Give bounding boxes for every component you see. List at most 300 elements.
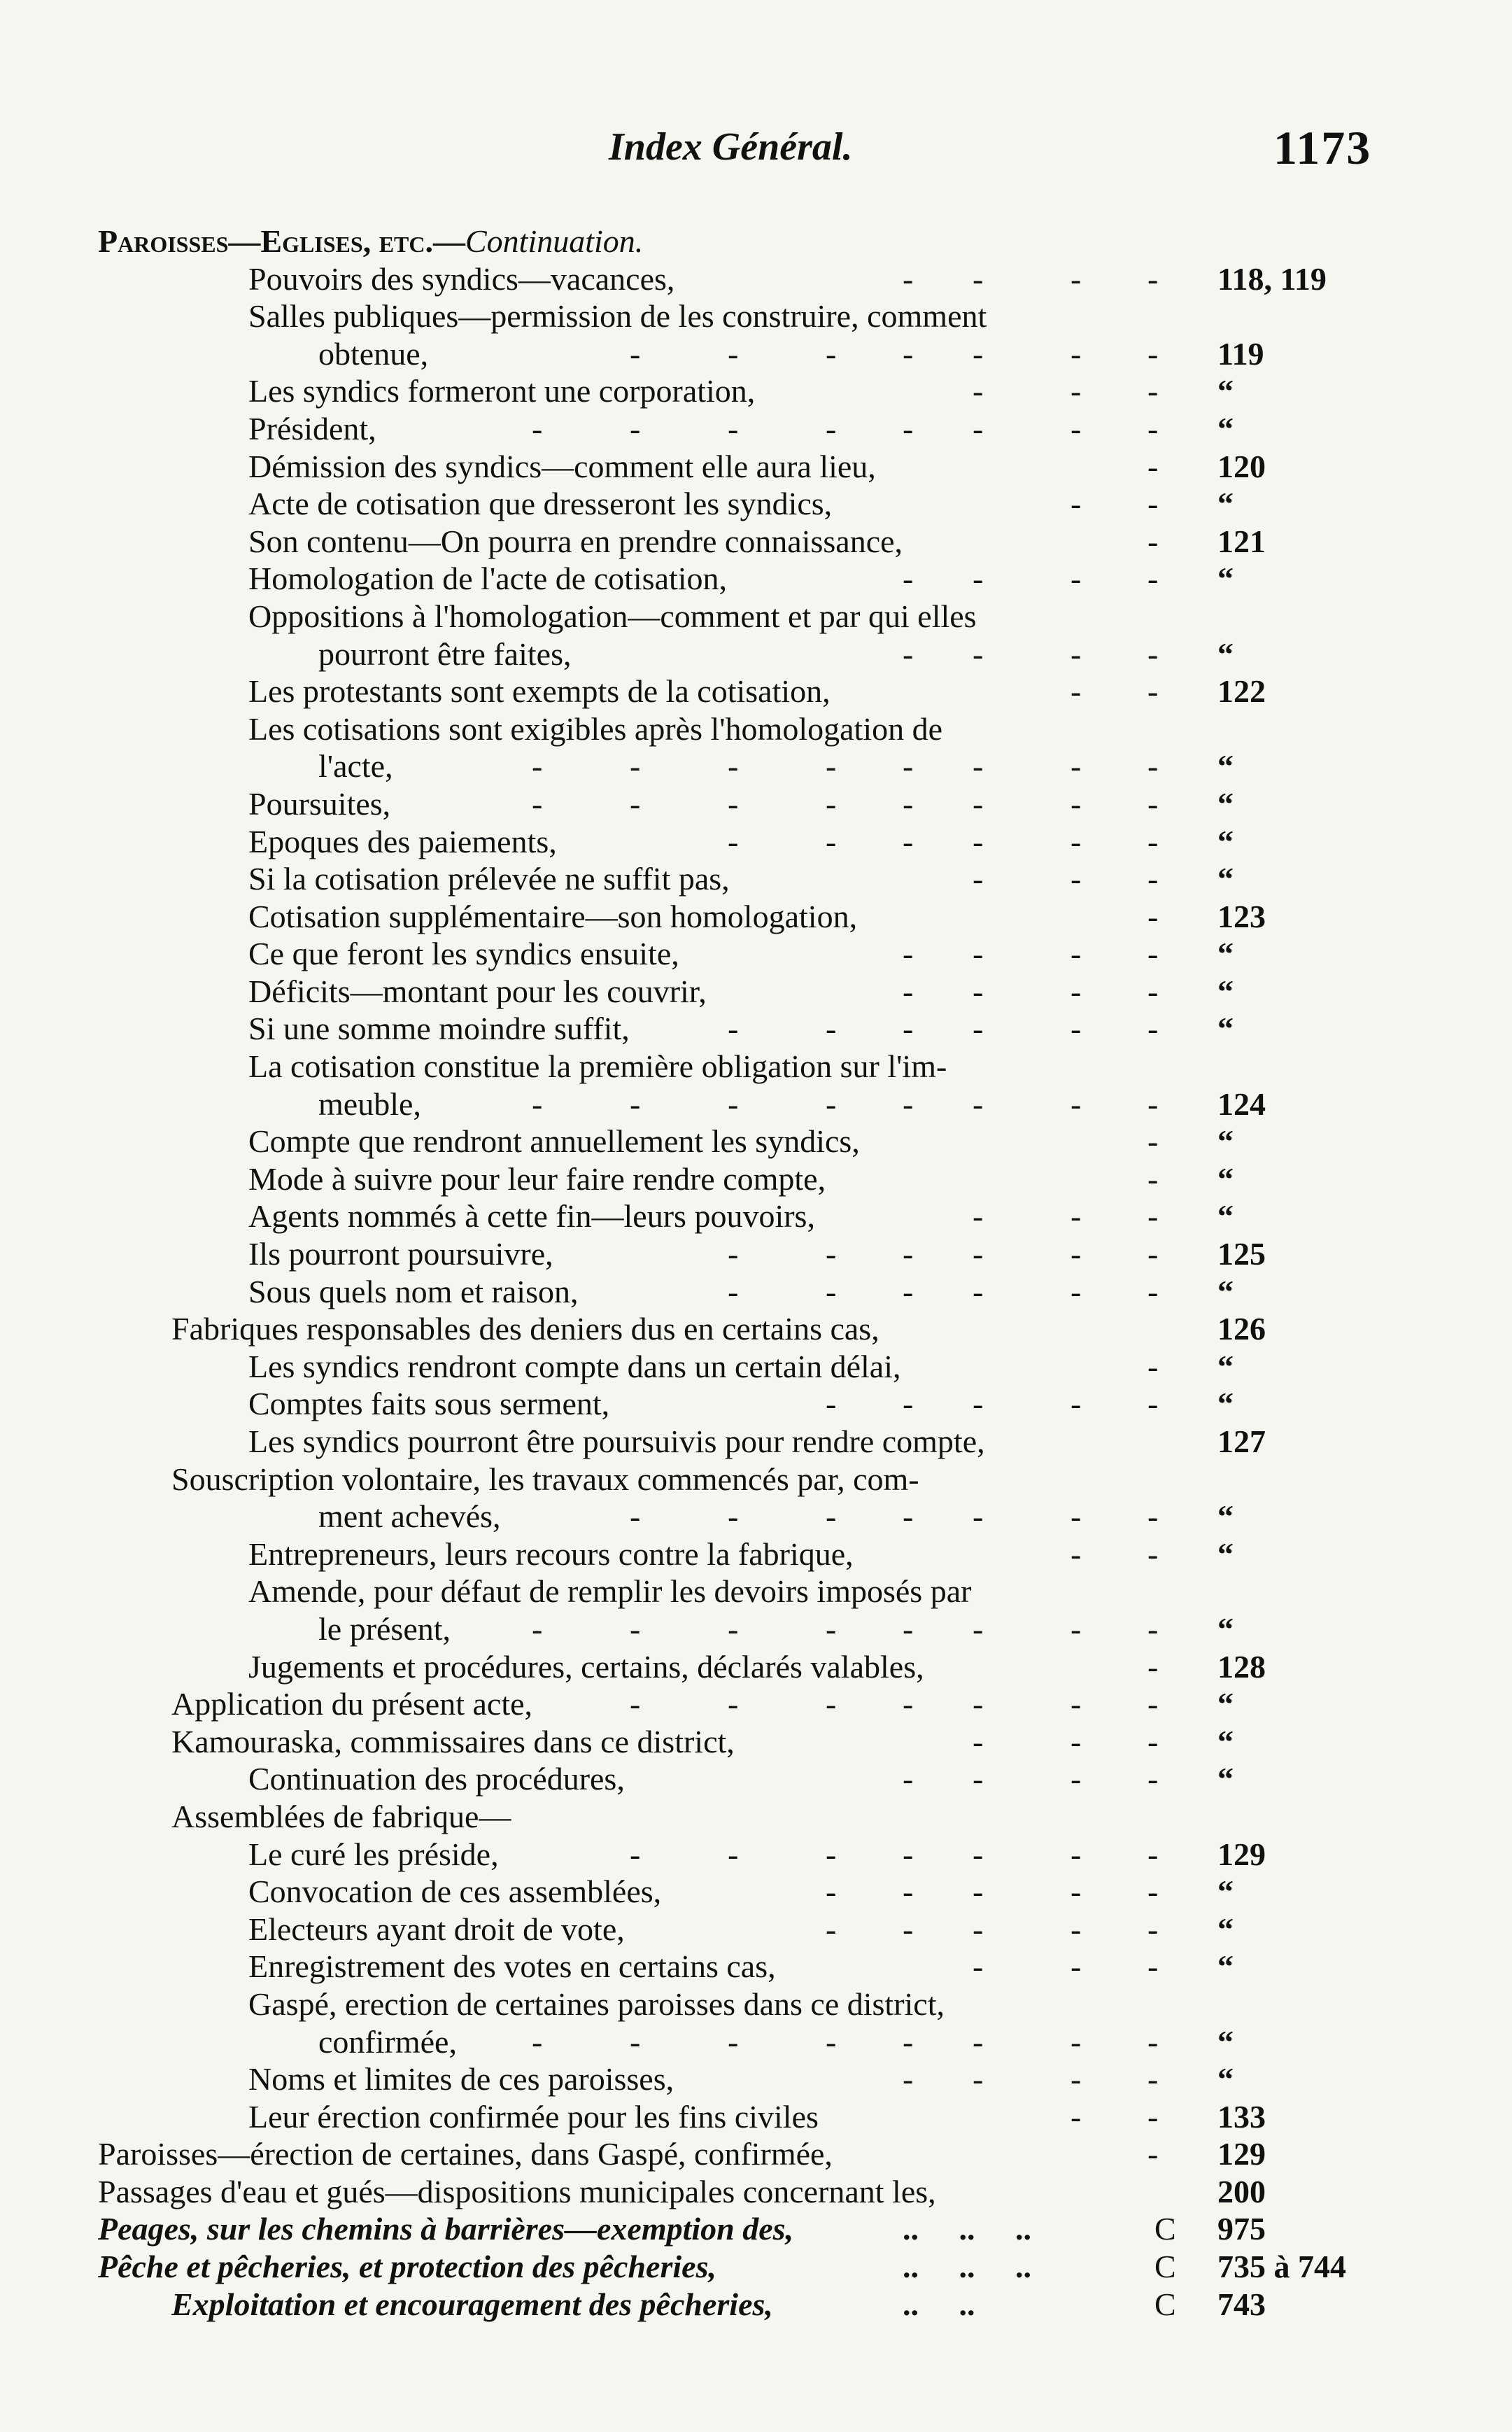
page-reference: “ [1217,1610,1234,1647]
leader-dash: - [973,1686,984,1722]
index-entry [0,1610,1512,1648]
leader-dash: - [1147,748,1159,785]
leader-dash: - [973,410,984,447]
leader-dash: - [903,335,914,372]
entry-text: Fabriques responsables des deniers dus en certains cas, [171,1311,879,1347]
entry-text: le présent, [318,1610,451,1647]
entry-text: Jugements et procédures, certains, déclarés valables, [248,1648,924,1685]
index-entry [0,598,1512,635]
entry-text: Démission des syndics—comment elle aura lieu, [248,448,876,484]
leader-dash: - [1071,1948,1082,1985]
leader-dash: - [903,1874,914,1910]
page-reference: 119 [1217,335,1264,372]
leader-dash: - [903,1686,914,1722]
leader-dash: - [826,1011,837,1047]
leader-dash: - [630,1610,641,1647]
page-reference: 125 [1217,1236,1266,1272]
page-reference: “ [1217,1273,1234,1309]
index-entry [0,1573,1512,1610]
leader-dash: - [1147,1648,1159,1685]
leader-dash: - [630,785,641,822]
leader-dash: - [903,1911,914,1947]
entry-text: confirmée, [318,2023,457,2060]
leader-dash: - [1071,1386,1082,1422]
page-reference: 127 [1217,1424,1266,1459]
index-entry [0,1685,1512,1723]
leader-dash: - [1071,635,1082,672]
entry-text: Exploitation et encouragement des pêcheries, [171,2286,773,2322]
entry-text: Ce que feront les syndics ensuite, [248,936,679,972]
entry-text: Président, [248,410,376,447]
leader-dash: - [728,1836,739,1872]
leader-dash: - [1147,486,1159,522]
leader-dash: - [630,410,641,447]
index-entry [0,372,1512,410]
leader-dash: - [1071,410,1082,447]
leader-dash: - [1147,973,1159,1009]
leader-dash: - [973,1761,984,1797]
entry-text: Les syndics pourront être poursuivis pour rendre compte, [248,1424,985,1459]
leader-dash: - [1071,785,1082,822]
leader-dash: - [973,1723,984,1759]
leader-dash: - [826,1911,837,1947]
leader-dash: - [1147,1198,1159,1235]
entry-text: Homologation de l'acte de cotisation, [248,561,728,597]
index-entry [0,710,1512,748]
index-entry [0,1461,1512,1498]
leader-dash: - [1147,373,1159,409]
leader-dash: - [1071,260,1082,297]
leader-dash: - [1147,1723,1159,1759]
leader-dash: - [973,2023,984,2060]
page-reference: 200 [1217,2173,1266,2209]
leader-dash: - [1071,1686,1082,1722]
leader-dash: - [1147,823,1159,859]
leader-dash: - [826,1874,837,1910]
index-entry [0,1873,1512,1911]
leader-dash: - [826,410,837,447]
page-reference: “ [1217,1498,1234,1535]
index-entry [0,2098,1512,2136]
index-entry [0,1423,1512,1461]
leader-dash: - [1071,1198,1082,1235]
leader-dash: - [1147,785,1159,822]
page-reference: 120 [1217,448,1266,484]
leader-dash: - [532,1085,543,1122]
leader-dash: - [973,1273,984,1309]
index-entry [0,1723,1512,1761]
page-reference: “ [1217,748,1234,785]
leader-dash: - [1147,335,1159,372]
leader-dash: - [1071,1836,1082,1872]
leader-dash: - [532,1610,543,1647]
leader-dash: - [1071,1874,1082,1910]
page-reference: 129 [1217,1836,1266,1872]
leader-dash: - [728,335,739,372]
leader-dots: .. .. [903,2286,975,2322]
index-entry [0,1985,1512,2023]
index-entry [0,935,1512,973]
entry-text: La cotisation constitue la première obligation sur l'im- [248,1048,947,1085]
entry-text: Les syndics rendront compte dans un certain délai, [248,1348,901,1384]
leader-dash: - [973,973,984,1009]
leader-dash: - [630,1085,641,1122]
leader-dash: - [630,335,641,372]
index-entries [0,223,1512,2323]
entry-text: Les syndics formeront une corporation, [248,373,756,409]
leader-dash: - [1071,1723,1082,1759]
index-entry [0,1123,1512,1160]
index-entry [0,410,1512,448]
leader-dash: - [973,1386,984,1422]
leader-dash: - [1071,861,1082,897]
index-entry [0,223,1512,260]
index-entry [0,335,1512,373]
leader-dash: - [1071,748,1082,785]
entry-text: Les protestants sont exempts de la cotisation, [248,673,831,710]
leader-dash: - [826,335,837,372]
leader-dash: - [973,861,984,897]
leader-dash: - [903,785,914,822]
leader-dash: - [826,748,837,785]
leader-dash: - [728,410,739,447]
index-entry [0,1498,1512,1535]
leader-dash: - [973,373,984,409]
leader-dots: .. .. .. [903,2249,1031,2285]
index-entry [0,1085,1512,1123]
index-entry [0,1798,1512,1836]
leader-dash: - [1147,936,1159,972]
page-reference: “ [1217,410,1234,447]
leader-dash: - [973,1836,984,1872]
leader-dash: - [728,823,739,859]
entry-text: Paroisses—érection de certaines, dans Gaspé, confirmée, [98,2136,833,2172]
index-entry [0,1273,1512,1311]
entry-text: Kamouraska, commissaires dans ce district, [171,1723,735,1759]
leader-dash: - [728,1610,739,1647]
leader-dash: - [903,1610,914,1647]
leader-dash: - [1147,1236,1159,1272]
index-entry [0,1235,1512,1273]
entry-text: Souscription volontaire, les travaux commencés par, com- [171,1461,919,1497]
index-entry [0,1911,1512,1948]
leader-dash: - [1071,2023,1082,2060]
page-reference: 133 [1217,2098,1266,2135]
page-reference: “ [1217,1948,1234,1985]
leader-dash: - [630,1836,641,1872]
index-entry [0,1048,1512,1085]
leader-dash: - [1147,1874,1159,1910]
page-reference: “ [1217,1386,1234,1422]
leader-dash: - [1147,260,1159,297]
page-reference: 975 [1217,2211,1266,2247]
leader-dash: - [1071,486,1082,522]
entry-text: Si une somme moindre suffit, [248,1011,630,1047]
page-reference: “ [1217,2023,1234,2060]
entry-text: l'acte, [318,748,393,785]
leader-dash: - [973,1011,984,1047]
leader-dash: - [973,1198,984,1235]
entry-text: Electeurs ayant droit de vote, [248,1911,625,1947]
volume-letter: C [1154,2211,1176,2247]
leader-dash: - [1147,861,1159,897]
leader-dash: - [903,260,914,297]
index-entry [0,898,1512,936]
entry-text: Convocation de ces assemblées, [248,1874,662,1910]
index-entry [0,1836,1512,1874]
leader-dash: - [903,1273,914,1309]
leader-dash: - [826,1273,837,1309]
entry-text: Salles publiques—permission de les construire, comment [248,298,987,335]
entry-continuation: Continuation. [465,223,644,259]
leader-dash: - [728,748,739,785]
index-entry [0,673,1512,710]
page-reference: 128 [1217,1648,1266,1685]
index-entry [0,973,1512,1011]
leader-dash: - [728,2023,739,2060]
leader-dash: - [903,2023,914,2060]
leader-dash: - [1071,823,1082,859]
leader-dash: - [973,1610,984,1647]
page-reference: “ [1217,2061,1234,2097]
leader-dash: - [1147,1123,1159,1160]
leader-dash: - [1071,1761,1082,1797]
index-entry [0,523,1512,561]
leader-dash: - [973,1911,984,1947]
leader-dash: - [532,2023,543,2060]
page-reference: “ [1217,936,1234,972]
leader-dash: - [728,1236,739,1272]
page-reference: “ [1217,1123,1234,1160]
leader-dash: - [532,785,543,822]
page-reference: “ [1217,635,1234,672]
leader-dash: - [903,1386,914,1422]
entry-text: Acte de cotisation que dresseront les syndics, [248,486,833,522]
leader-dash: - [630,1498,641,1535]
page-reference: 124 [1217,1085,1266,1122]
leader-dash: - [903,936,914,972]
leader-dash: - [973,635,984,672]
leader-dash: - [826,1236,837,1272]
page-reference: 121 [1217,523,1266,559]
index-entry [0,260,1512,298]
index-entry [0,2023,1512,2061]
index-entry [0,860,1512,898]
leader-dash: - [532,410,543,447]
leader-dash: - [630,1686,641,1722]
page-reference: “ [1217,1535,1234,1572]
leader-dash: - [1071,561,1082,597]
leader-dash: - [1147,1160,1159,1197]
page-reference: 129 [1217,2136,1266,2172]
index-entry [0,2248,1512,2286]
leader-dash: - [1071,1498,1082,1535]
leader-dash: - [1071,1085,1082,1122]
page-reference: “ [1217,1198,1234,1235]
running-title: Index Général. [609,125,853,169]
entry-text: Oppositions à l'homologation—comment et par qui elles [248,598,977,634]
entry-heading: Paroisses—Eglises, etc.— [98,223,465,259]
leader-dash: - [973,561,984,597]
entry-text: Passages d'eau et gués—dispositions municipales concernant les, [98,2173,936,2209]
leader-dash: - [1147,1948,1159,1985]
entry-text: Entrepreneurs, leurs recours contre la fabrique, [248,1535,854,1572]
entry-text: Son contenu—On pourra en prendre connaissance, [248,523,903,559]
index-entry [0,747,1512,785]
leader-dash: - [1071,673,1082,710]
leader-dash: - [1071,2061,1082,2097]
page-reference: “ [1217,1723,1234,1759]
leader-dash: - [1147,1273,1159,1309]
leader-dash: - [1071,1535,1082,1572]
page-header [0,121,1512,181]
entry-text: Assemblées de fabrique— [171,1798,511,1834]
entry-text: obtenue, [318,335,429,372]
entry-text: Poursuites, [248,785,391,822]
leader-dash: - [973,1948,984,1985]
index-entry [0,1948,1512,1985]
page-reference: 735 à 744 [1217,2249,1346,2285]
page-reference: “ [1217,785,1234,822]
page-reference: “ [1217,561,1234,597]
index-entry [0,560,1512,598]
leader-dash: - [1147,561,1159,597]
entry-text [98,223,643,260]
index-entry [0,2286,1512,2324]
page-reference: “ [1217,1160,1234,1197]
leader-dash: - [532,748,543,785]
entry-text: Mode à suivre pour leur faire rendre compte, [248,1160,826,1197]
leader-dash: - [1147,898,1159,934]
entry-text: ment achevés, [318,1498,501,1535]
entry-text: Pouvoirs des syndics—vacances, [248,260,675,297]
index-entry [0,2135,1512,2173]
entry-text: Les cotisations sont exigibles après l'homologation de [248,710,943,747]
index-entry [0,1010,1512,1048]
leader-dash: - [903,2061,914,2097]
page-reference: “ [1217,1911,1234,1947]
entry-text: Gaspé, erection de certaines paroisses dans ce district, [248,1985,945,2022]
leader-dash: - [826,2023,837,2060]
index-entry [0,1648,1512,1686]
page-reference: 123 [1217,898,1266,934]
leader-dash: - [903,1236,914,1272]
leader-dash: - [1147,1535,1159,1572]
leader-dash: - [630,748,641,785]
leader-dash: - [1147,1498,1159,1535]
entry-text: meuble, [318,1085,421,1122]
entry-text: Cotisation supplémentaire—son homologation, [248,898,858,934]
leader-dash: - [826,1686,837,1722]
leader-dash: - [1147,410,1159,447]
index-entry [0,1760,1512,1798]
page-reference: 743 [1217,2286,1266,2322]
index-entry [0,485,1512,523]
leader-dash: - [903,1836,914,1872]
leader-dash: - [1071,973,1082,1009]
leader-dash: - [1071,1236,1082,1272]
entry-text: Epoques des paiements, [248,823,557,859]
leader-dash: - [1147,2098,1159,2135]
leader-dash: - [973,1498,984,1535]
index-entry [0,297,1512,335]
leader-dash: - [826,1386,837,1422]
leader-dash: - [1147,2136,1159,2172]
leader-dash: - [630,2023,641,2060]
leader-dash: - [973,1085,984,1122]
leader-dash: - [1071,373,1082,409]
entry-text: Comptes faits sous serment, [248,1386,610,1422]
index-entry [0,1385,1512,1423]
leader-dash: - [1147,1836,1159,1872]
entry-text: Compte que rendront annuellement les syndics, [248,1123,860,1160]
entry-text: Amende, pour défaut de remplir les devoirs imposés par [248,1573,972,1610]
leader-dash: - [1147,1610,1159,1647]
leader-dash: - [1147,1085,1159,1122]
page-reference: “ [1217,1761,1234,1797]
entry-text: Peages, sur les chemins à barrières—exemption des, [98,2211,794,2247]
entry-text: Sous quels nom et raison, [248,1273,579,1309]
index-entry [0,785,1512,823]
leader-dash: - [903,635,914,672]
leader-dash: - [1071,1911,1082,1947]
entry-text: Leur érection confirmée pour les fins civiles [248,2098,819,2135]
leader-dash: - [973,785,984,822]
leader-dash: - [973,2061,984,2097]
page-reference: “ [1217,1348,1234,1384]
leader-dash: - [1147,2023,1159,2060]
leader-dash: - [1147,1011,1159,1047]
entry-text: Application du présent acte, [171,1686,533,1722]
leader-dash: - [903,1498,914,1535]
page-number: 1173 [1273,121,1372,174]
leader-dash: - [1147,1348,1159,1384]
entry-text: Le curé les préside, [248,1836,499,1872]
entry-text: Ils pourront poursuivre, [248,1236,553,1272]
index-entry [0,448,1512,486]
leader-dash: - [903,748,914,785]
leader-dash: - [903,561,914,597]
leader-dash: - [1071,335,1082,372]
leader-dash: - [826,823,837,859]
page-reference: 122 [1217,673,1266,710]
leader-dash: - [1071,1273,1082,1309]
leader-dash: - [973,260,984,297]
index-entry [0,1535,1512,1573]
index-entry [0,1310,1512,1348]
index-entry [0,635,1512,673]
leader-dash: - [1071,936,1082,972]
leader-dash: - [903,1761,914,1797]
leader-dash: - [728,1085,739,1122]
leader-dash: - [1147,673,1159,710]
page-reference: “ [1217,1011,1234,1047]
leader-dash: - [903,410,914,447]
leader-dash: - [826,1085,837,1122]
index-entry [0,823,1512,861]
index-entry [0,2173,1512,2211]
page-reference: “ [1217,373,1234,409]
leader-dash: - [728,1686,739,1722]
leader-dash: - [1147,523,1159,559]
leader-dash: - [1071,2098,1082,2135]
leader-dash: - [903,1011,914,1047]
entry-text: Pêche et pêcheries, et protection des pêcheries, [98,2249,716,2285]
entry-text: Déficits—montant pour les couvrir, [248,973,707,1009]
leader-dash: - [1147,1911,1159,1947]
leader-dash: - [973,748,984,785]
leader-dash: - [826,1610,837,1647]
